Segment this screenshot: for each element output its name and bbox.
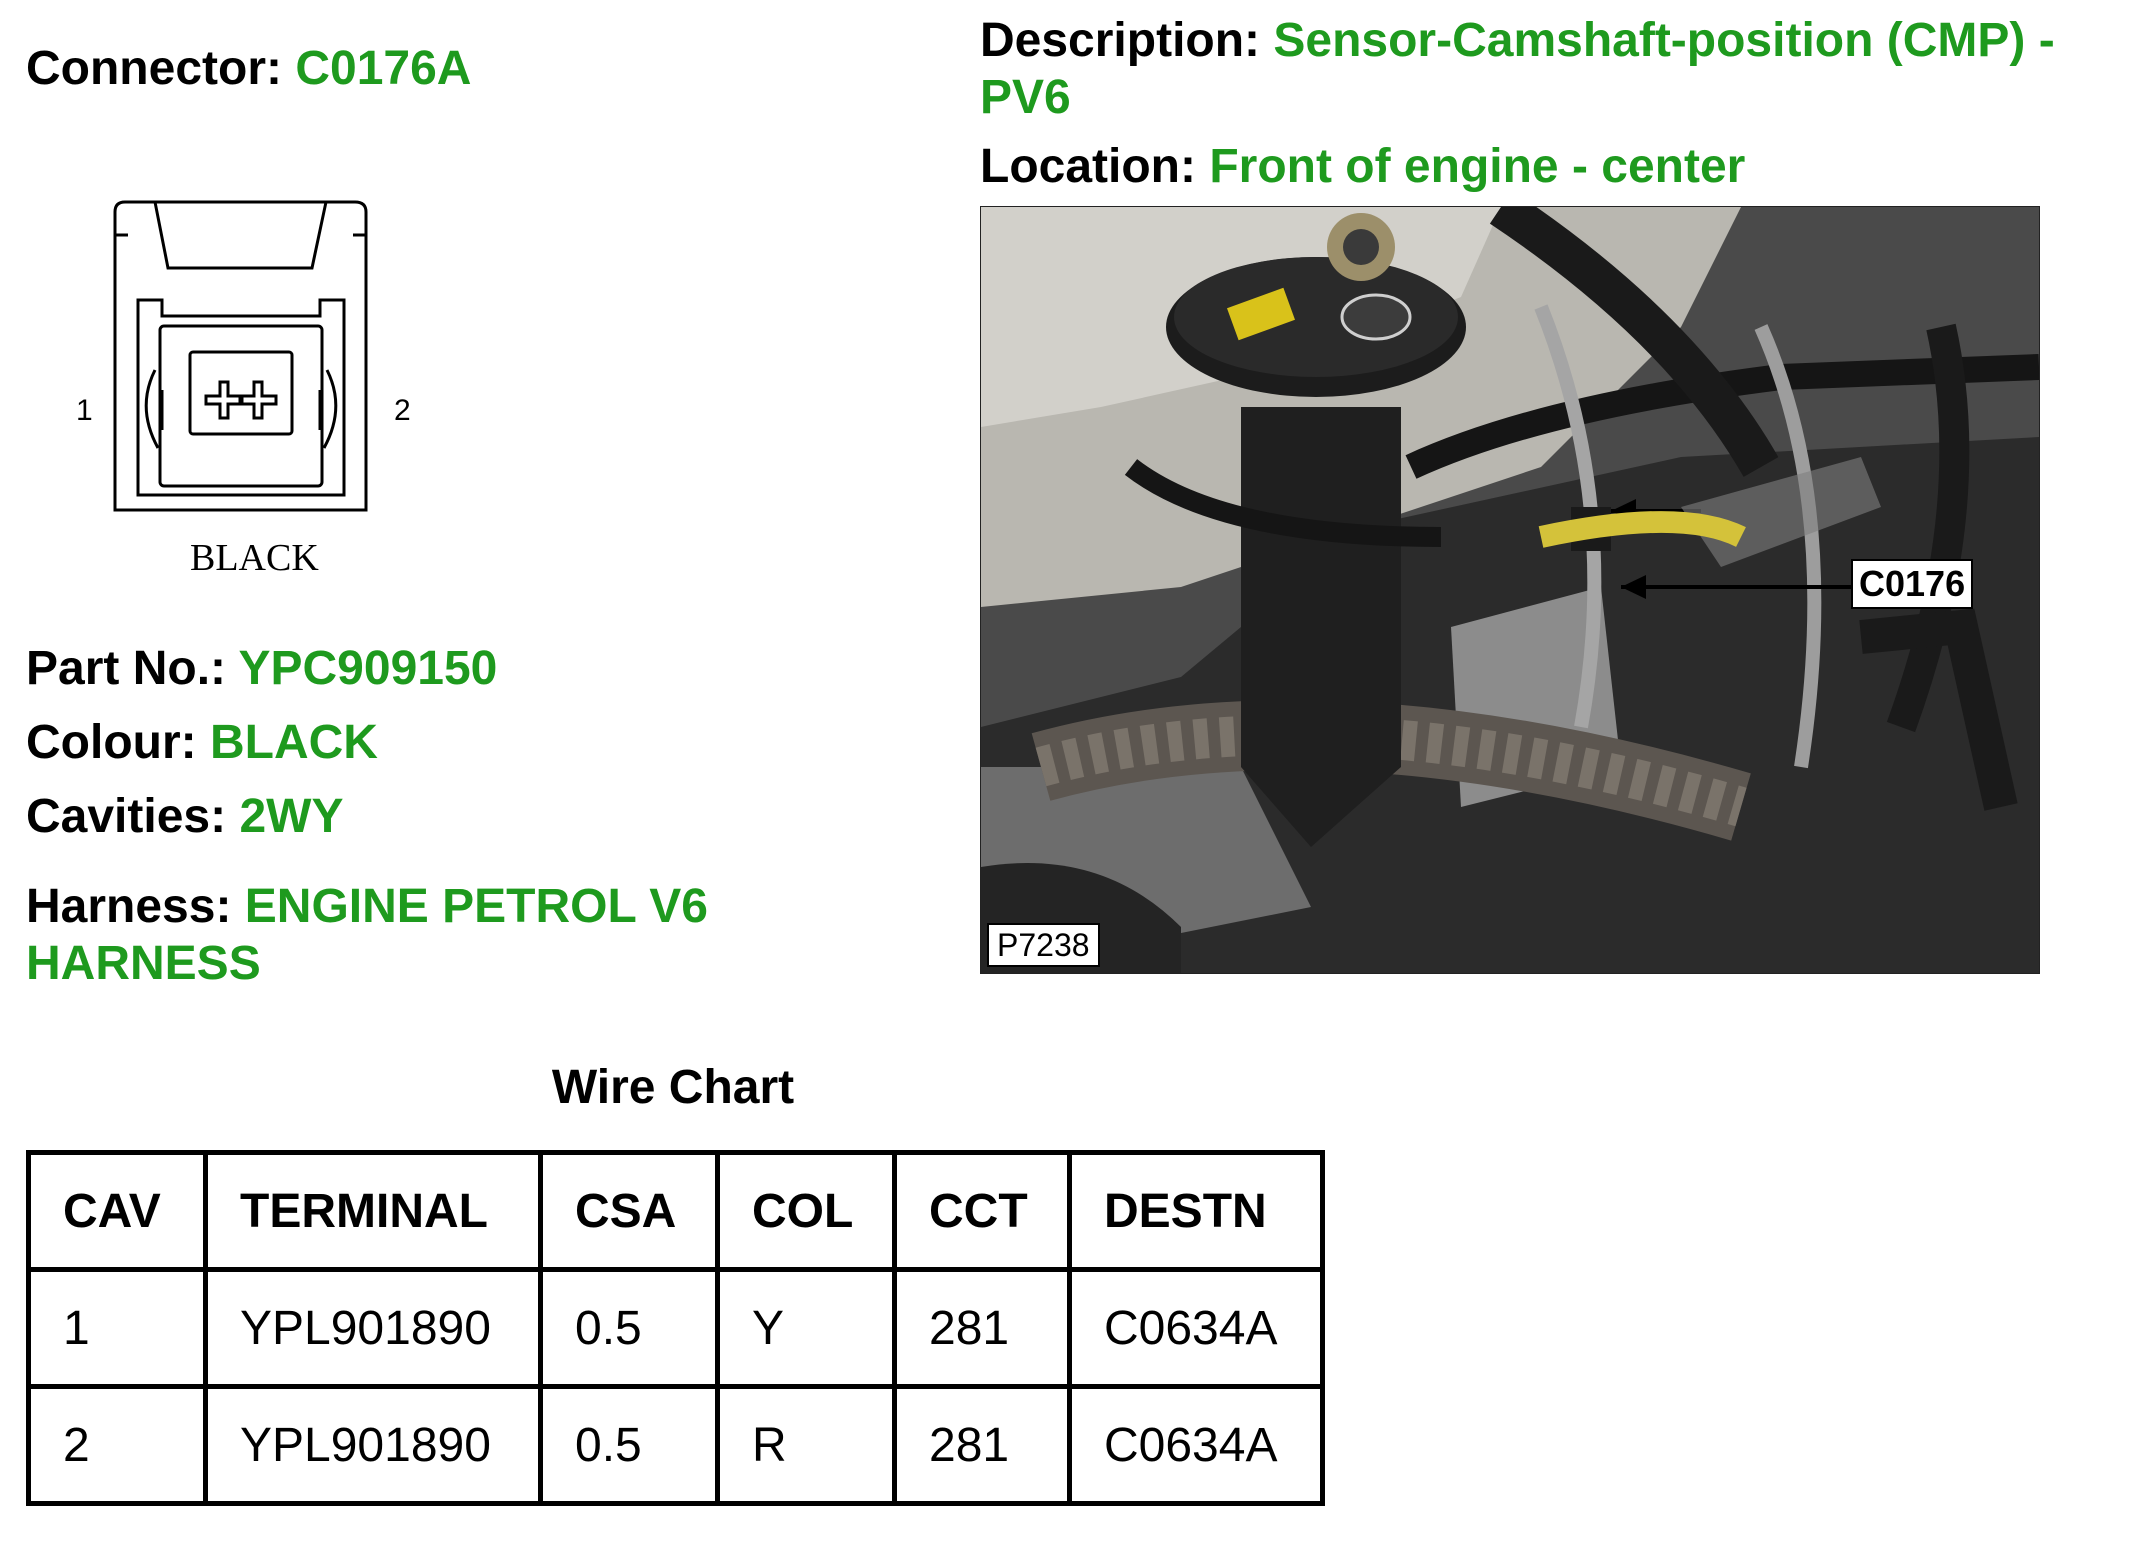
location-label: Location: [980,140,1196,193]
cell-cav: 2 [29,1387,206,1504]
cell-csa: 0.5 [541,1270,718,1387]
harness-value: ENGINE PETROL V6 HARNESS [26,880,708,990]
cavities-label: Cavities: [26,790,227,843]
cell-destn: C0634A [1070,1387,1323,1504]
harness-field [26,878,786,992]
location-field [980,138,1745,195]
cell-cct: 281 [895,1387,1070,1504]
column-header-cav: CAV [29,1153,206,1270]
pin-2-label: 2 [394,394,411,427]
colour-field [26,714,378,771]
part-number-field [26,640,497,697]
table-header-row [29,1153,1323,1270]
part-number-label: Part No.: [26,642,227,695]
cell-terminal: YPL901890 [206,1387,541,1504]
table-row [29,1270,1323,1387]
photo-callout-label: C0176 [1851,559,1973,609]
cell-col: R [718,1387,895,1504]
description-field [980,12,2120,126]
cell-csa: 0.5 [541,1387,718,1504]
column-header-terminal: TERMINAL [206,1153,541,1270]
pin-1-label: 1 [76,394,93,427]
wire-chart-title: Wire Chart [551,1061,795,1114]
diagram-color-label: BLACK [190,537,319,579]
table-row [29,1387,1323,1504]
connector-face-diagram [50,190,510,610]
location-value: Front of engine - center [1209,140,1746,193]
harness-label: Harness: [26,880,232,933]
photo-reference-id: P7238 [987,923,1100,967]
cell-cct: 281 [895,1270,1070,1387]
column-header-destn: DESTN [1070,1153,1323,1270]
cell-col: Y [718,1270,895,1387]
cavities-value: 2WY [239,790,344,843]
connector-field [26,40,471,97]
cell-cav: 1 [29,1270,206,1387]
column-header-csa: CSA [541,1153,718,1270]
description-value: Sensor-Camshaft-position (CMP) - PV6 [980,14,2055,124]
part-number-value: YPC909150 [238,642,498,695]
wire-chart-table [26,1150,1325,1506]
connector-value: C0176A [295,42,472,95]
engine-location-photo [980,206,2040,974]
description-label: Description: [980,14,1261,67]
cavities-field [26,788,343,845]
colour-label: Colour: [26,716,197,769]
column-header-cct: CCT [895,1153,1070,1270]
cell-terminal: YPL901890 [206,1270,541,1387]
colour-value: BLACK [209,716,378,769]
column-header-col: COL [718,1153,895,1270]
connector-label: Connector: [26,42,282,95]
cell-destn: C0634A [1070,1270,1323,1387]
